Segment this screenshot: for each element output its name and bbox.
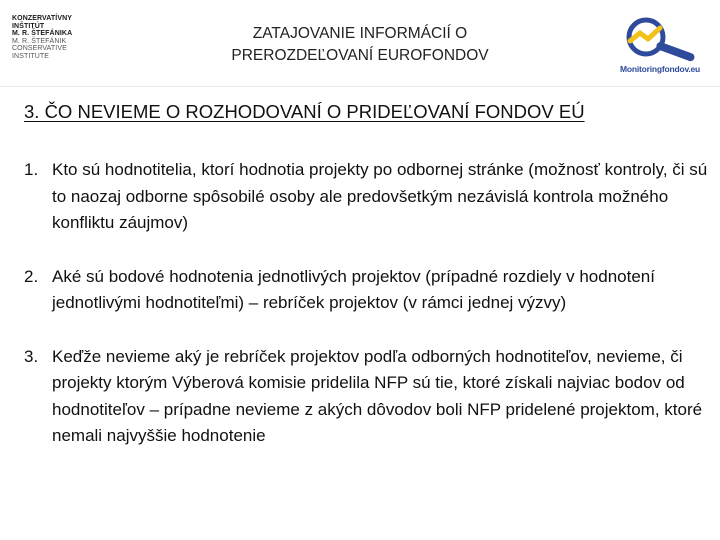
institute-logo <box>12 15 92 75</box>
header-bar <box>0 0 720 87</box>
item-number: 3. <box>24 346 39 366</box>
logo-line: INSTITUTE <box>12 52 50 60</box>
logo-line: CONSERVATIVE <box>12 45 67 53</box>
list-item <box>24 157 714 237</box>
logo-line: INŠTITÚT <box>12 22 45 30</box>
logo-line: KONZERVATÍVNY <box>12 15 73 22</box>
monitoring-logo <box>612 15 708 77</box>
monitoring-logo-text: Monitoringfondov.eu <box>619 64 701 74</box>
list-item <box>24 344 714 450</box>
item-text: Kto sú hodnotitelia, ktorí hodnotia projekty po odbornej stránke (možnosť kontroly, či sú to naozaj odborne spôsobilé osoby ale predovšetkým nezávislá kontrola možného konfliktu záujmov) <box>52 160 708 232</box>
logo-line: M. R. ŠTEFÁNIKA <box>12 30 73 38</box>
item-text: Aké sú bodové hodnotenia jednotlivých projektov (prípadné rozdiely v hodnotení jednotlivými hodnotiteľmi) – rebríček projektov (v rámci jednej výzvy) <box>52 266 655 312</box>
header-title-line2: PREROZDEĽOVANÍ EUROFONDOV <box>231 47 489 64</box>
list-item <box>24 264 714 317</box>
header-title <box>190 23 530 67</box>
magnifier-icon <box>618 15 702 63</box>
header-title-line1: ZATAJOVANIE INFORMÁCIÍ O <box>252 25 468 42</box>
question-list <box>24 157 714 450</box>
section-title: 3. ČO NEVIEME O ROZHODOVANÍ O PRIDEĽOVANÍ FONDOV EÚ <box>24 101 585 122</box>
item-number: 1. <box>24 160 39 179</box>
item-text: Keďže nevieme aký je rebríček projektov podľa odborných hodnotiteľov, nevieme, či projekty ktorým Výberová komisie pridelila NFP sú tie, ktoré získali najviac bodov od hodnotiteľov – prípadne nevieme z akých dôvodov boli NFP pridelené projektom, ktoré nemali najvyššie hodnotenie <box>52 346 703 445</box>
item-number: 2. <box>24 266 39 286</box>
logo-line: M. R. ŠTEFÁNIK <box>12 37 67 45</box>
